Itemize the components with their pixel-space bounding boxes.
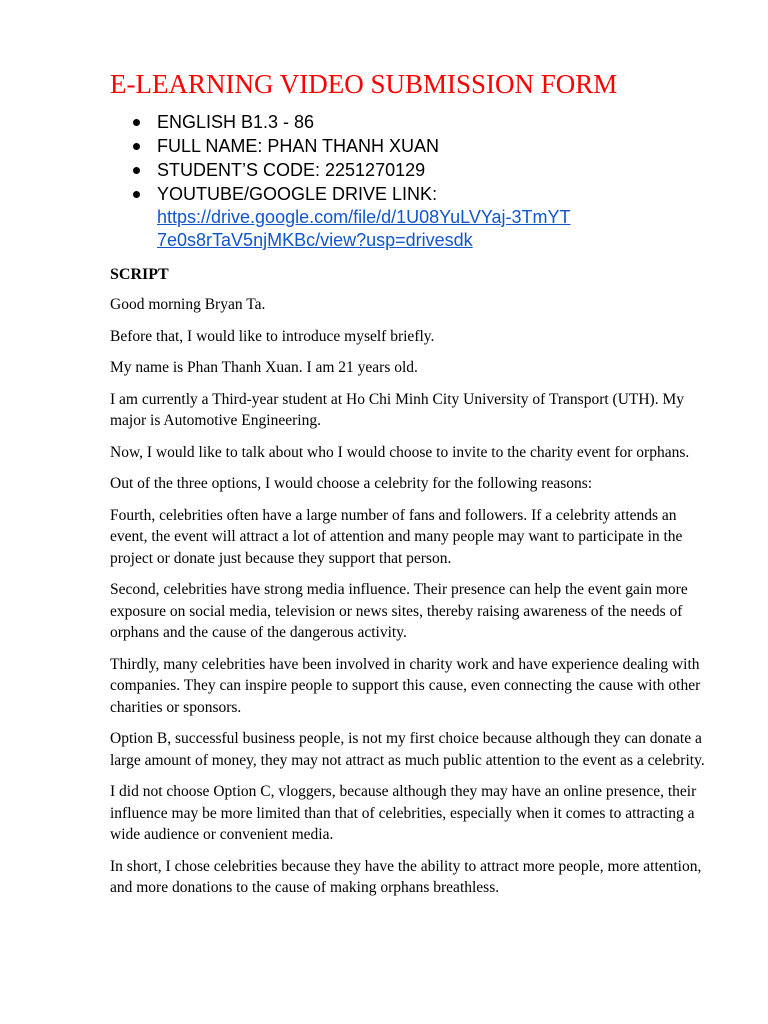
- script-paragraph: My name is Phan Thanh Xuan. I am 21 years old.: [110, 359, 418, 376]
- document-page: [110, 66, 710, 899]
- bullet-icon: [133, 143, 140, 150]
- bullet-icon: [133, 191, 140, 198]
- student-code-text: STUDENT’S CODE: 2251270129: [157, 160, 426, 180]
- script-paragraph: Option B, successful business people, is not my first choice because although they can donate a large amount of money, they may not attract as much public attention to the event as a celebrity.: [110, 730, 705, 769]
- script-paragraph: Second, celebrities have strong media influence. Their presence can help the event gain more exposure on social media, television or news sites, thereby raising awareness of the needs of orphans and the cause of the dangerous activity.: [110, 581, 688, 641]
- info-item-course: [110, 110, 710, 134]
- info-item-student-code: [110, 158, 710, 182]
- script-paragraph: In short, I chose celebrities because they have the ability to attract more people, more attention, and more donations to the cause of making orphans breathless.: [110, 857, 702, 896]
- script-paragraph: Fourth, celebrities often have a large number of fans and followers. If a celebrity attends an event, the event will attract a lot of attention and many people may want to participate in the project or donate just because they support that person.: [110, 506, 683, 567]
- bullet-icon: [133, 119, 140, 126]
- script-paragraph: I did not choose Option C, vloggers, because although they may have an online presence, their influence may be more limited than that of celebrities, especially when it comes to attracting a wide audience or convenient media.: [110, 783, 697, 843]
- video-link-label: YOUTUBE/GOOGLE DRIVE LINK:: [157, 184, 438, 204]
- script-heading: SCRIPT: [110, 266, 169, 283]
- script-paragraph: I am currently a Third-year student at Ho Chi Minh City University of Transport (UTH). My major is Automotive Engineering.: [110, 390, 684, 429]
- script-paragraph: Good morning Bryan Ta.: [110, 296, 266, 313]
- script-paragraph: Now, I would like to talk about who I would choose to invite to the charity event for orphans.: [110, 443, 690, 461]
- script-paragraph: Out of the three options, I would choose a celebrity for the following reasons:: [110, 475, 593, 492]
- info-item-full-name: [110, 134, 710, 158]
- form-title: E-LEARNING VIDEO SUBMISSION FORM: [110, 69, 618, 99]
- student-info-list: [110, 110, 710, 252]
- script-paragraph: Before that, I would like to introduce myself briefly.: [110, 327, 435, 345]
- info-item-video-link: [110, 182, 710, 252]
- script-paragraph: Thirdly, many celebrities have been involved in charity work and have experience dealing with companies. They can inspire people to support this cause, even connecting the cause with other charities or sponsors.: [110, 655, 701, 716]
- bullet-icon: [133, 167, 140, 174]
- full-name-text: FULL NAME: PHAN THANH XUAN: [157, 136, 440, 156]
- drive-link[interactable]: https://drive.google.com/file/d/1U08YuLVYaj-3TmYT7e0s8rTaV5njMKBc/view?usp=drivesdk: [157, 207, 571, 250]
- course-text: ENGLISH B1.3 - 86: [157, 112, 315, 132]
